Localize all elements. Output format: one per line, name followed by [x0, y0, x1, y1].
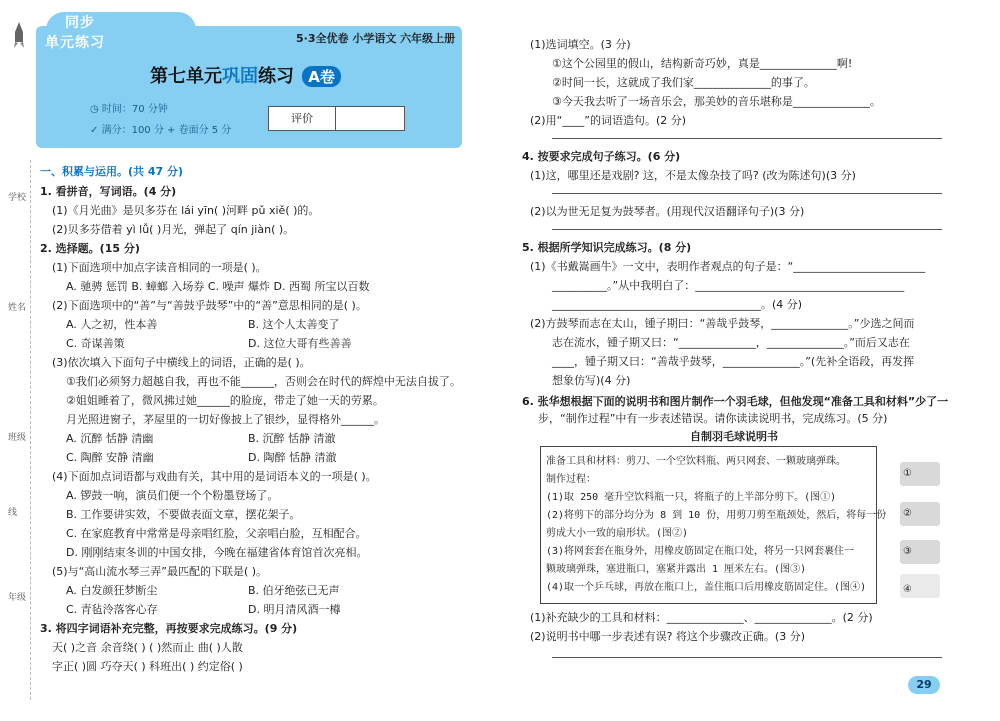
title-highlight: 巩固 — [222, 66, 258, 87]
r1-3: ③今天我去听了一场音乐会，那美妙的音乐堪称是______________。 — [552, 95, 881, 108]
check-icon: ✓ — [90, 125, 99, 136]
q1-item-b: (2)贝多芬借着 yì lǚ( )月光，弹起了 qín jiàn( )。 — [52, 223, 295, 236]
badge-line1: 同步 — [65, 15, 95, 31]
figure-3-label: ③ — [903, 546, 912, 557]
q4-2: (2)以为世无足复为鼓琴者。(用现代汉语翻译句子)(3 分) — [530, 205, 805, 218]
q2-2-c: C. 奇谋善策 — [66, 337, 125, 350]
clock-icon: ◷ — [90, 104, 99, 115]
manual-line7: 颗玻璃弹珠，塞进瓶口，塞紧并露出 1 厘米左右。(图③) — [546, 564, 807, 575]
q2-3-a: A. 沉醉 恬静 清幽 — [66, 432, 154, 445]
q2-3-1: ①我们必须努力超越自我，再也不能______，否则会在时代的辉煌中无法自拔了。 — [66, 375, 461, 388]
q2-2-d: D. 这位大哥有些善善 — [248, 337, 352, 350]
q3-row1: 天( )之音 余音绕( ) ( )然而止 曲( )人散 — [52, 641, 243, 654]
q2-3-d: D. 陶醉 恬静 清澈 — [248, 451, 337, 464]
answer-line[interactable] — [552, 229, 942, 230]
figure-2-label: ② — [903, 508, 912, 519]
series-label: 5·3全优卷 小学语文 六年级上册 — [296, 32, 456, 45]
score-text: 满分：100 分 + 卷面分 5 分 — [101, 125, 232, 136]
title-suffix: 练习 — [258, 66, 294, 87]
q6-2: (2)说明书中哪一步表述有误? 将这个步骤改正确。(3 分) — [530, 630, 805, 643]
q2-3-3: 月光照进窗子，茅屋里的一切好像披上了银纱，显得格外______。 — [66, 413, 385, 426]
q2-1-options: A. 驰骋 惩罚 B. 蟑螂 入场券 C. 噪声 爆炸 D. 西蜀 所宝以百数 — [66, 280, 370, 293]
q2-5-d: D. 明月清风酒一樽 — [248, 603, 341, 616]
margin-grade-label: 年级 — [8, 593, 27, 603]
q2-heading: 2. 选择题。(15 分) — [40, 242, 140, 255]
q2-1: (1)下面选项中加点字读音相同的一项是( )。 — [52, 261, 267, 274]
margin-school-label: 学校 — [8, 193, 27, 203]
q2-5-a: A. 白发颜狂梦断尘 — [66, 584, 158, 597]
manual-line5: 剪成大小一致的扇形状。(图②) — [546, 528, 689, 539]
q2-3-c: C. 陶醉 安静 清幽 — [66, 451, 154, 464]
eval-input[interactable] — [336, 107, 404, 130]
manual-title: 自制羽毛球说明书 — [690, 430, 778, 443]
q3-heading: 3. 将四字词语补充完整，再按要求完成练习。(9 分) — [40, 622, 298, 635]
q2-3-2: ②姐姐睡着了，微风拂过她______的脸庞，带走了她一天的劳累。 — [66, 394, 384, 407]
section-heading: 一、积累与运用。(共 47 分) — [40, 165, 184, 178]
q2-5: (5)与“高山流水琴三弄”最匹配的下联是( )。 — [52, 565, 268, 578]
manual-line1: 准备工具和材料：剪刀、一个空饮料瓶、两只网套、一颗玻璃弹珠。 — [546, 456, 846, 467]
margin-class-label: 班级 — [8, 433, 27, 443]
q2-4-b: B. 工作要讲实效，不要做表面文章，摆花架子。 — [66, 508, 301, 521]
manual-line4: (2)将剪下的部分均分为 8 到 10 份，用剪刀剪至瓶颈处，然后，将每一份 — [546, 510, 887, 521]
r1-2: ②时间一长，这就成了我们家______________的事了。 — [552, 76, 815, 89]
q2-5-b: B. 伯牙绝弦已无声 — [248, 584, 340, 597]
badge-line2: 单元练习 — [45, 35, 105, 51]
margin-line-label: 线 — [8, 508, 18, 518]
answer-line[interactable] — [552, 138, 942, 139]
figure-4-label: ④ — [903, 584, 912, 595]
r1-heading: (1)选词填空。(3 分) — [530, 38, 631, 51]
manual-line6: (3)将网套套在瓶身外，用橡皮筋固定在瓶口处，将另一只网套裹住一 — [546, 546, 855, 557]
manual-line8: (4)取一个乒乓球，再放在瓶口上，盖住瓶口后用橡皮筋固定住。(图④) — [546, 582, 867, 593]
r2-heading: (2)用“____”的词语造句。(2 分) — [530, 114, 687, 127]
q5-2d: 想象仿写)(4 分) — [552, 374, 631, 387]
q4-heading: 4. 按要求完成句子练习。(6 分) — [522, 150, 681, 163]
title-prefix: 第七单元 — [150, 66, 222, 87]
q2-4-d: D. 刚刚结束冬训的中国女排，今晚在福建省体育馆首次亮相。 — [66, 546, 368, 559]
q2-3-b: B. 沉醉 恬静 清澈 — [248, 432, 336, 445]
q2-2-b: B. 这个人太善变了 — [248, 318, 340, 331]
q2-5-c: C. 青毡泠落客心存 — [66, 603, 158, 616]
q5-2c: ____，锺子期又曰：“善哉乎鼓琴，______________。”(先补全语段，再发挥 — [552, 355, 915, 368]
page-title — [150, 62, 341, 88]
q2-4-a: A. 锣鼓一响，演员们便一个个粉墨登场了。 — [66, 489, 279, 502]
eval-label: 评价 — [291, 112, 313, 125]
q6-1: (1)补充缺少的工具和材料：______________、______________。(2 分) — [530, 611, 873, 624]
rocket-icon — [14, 22, 24, 48]
q5-1b: __________。”从中我明白了：______________________________________ — [552, 279, 905, 292]
q2-4-c: C. 在家庭教育中常常是母亲唱红脸，父亲唱白脸，互相配合。 — [66, 527, 367, 540]
q6-heading: 6. 张华想根据下面的说明书和图片制作一个羽毛球，但他发现“准备工具和材料”少了一 — [522, 395, 949, 408]
q5-1a: (1)《书戴嵩画牛》一文中，表明作者观点的句子是：“________________________ — [530, 260, 926, 273]
q5-1c: ______________________________________。(4 分) — [552, 298, 803, 311]
q6-heading-cont: 步，“制作过程”中有一步表述错误。请你读读说明书，完成练习。(5 分) — [538, 412, 888, 425]
figure-1-label: ① — [903, 468, 912, 479]
q5-heading: 5. 根据所学知识完成练习。(8 分) — [522, 241, 692, 254]
evaluation-box — [268, 106, 405, 131]
margin-name-label: 姓名 — [8, 303, 27, 313]
answer-line[interactable] — [552, 657, 942, 658]
q1-item-a: (1)《月光曲》是贝多芬在 lái yīn( )河畔 pǔ xiě( )的。 — [52, 204, 320, 217]
time-limit — [90, 100, 168, 115]
q2-4: (4)下面加点词语都与戏曲有关，其中用的是词语本义的一项是( )。 — [52, 470, 377, 483]
q2-2-a: A. 人之初，性本善 — [66, 318, 158, 331]
q4-1: (1)这，哪里还是戏剧? 这，不是太像杂技了吗? (改为陈述句)(3 分) — [530, 169, 856, 182]
q5-2b: 志在流水，锺子期又曰：“______________，______________。”而后又志在 — [552, 336, 910, 349]
q2-2: (2)下面选项中的“善”与“善鼓乎鼓琴”中的“善”意思相同的是( )。 — [52, 299, 367, 312]
answer-line[interactable] — [552, 193, 942, 194]
q5-2a: (2)方鼓琴而志在太山，锺子期曰：“善哉乎鼓琴，______________。”少选之间而 — [530, 317, 915, 330]
paper-version-badge: A卷 — [302, 66, 341, 87]
full-score — [90, 121, 231, 136]
manual-line3: (1)取 250 毫升空饮料瓶一只，将瓶子的上半部分剪下。(图①) — [546, 492, 837, 503]
sync-badge — [43, 12, 135, 56]
page-number: 29 — [908, 676, 940, 694]
r1-1: ①这个公园里的假山，结构新奇巧妙，真是______________啊! — [552, 57, 853, 70]
q3-row2: 字正( )圆 巧夺天( ) 科班出( ) 约定俗( ) — [52, 660, 243, 673]
q2-3: (3)依次填入下面句子中横线上的词语，正确的是( )。 — [52, 356, 311, 369]
q1-heading: 1. 看拼音，写词语。(4 分) — [40, 185, 177, 198]
manual-line2: 制作过程： — [546, 474, 596, 485]
time-text: 时间：70 分钟 — [101, 104, 168, 115]
